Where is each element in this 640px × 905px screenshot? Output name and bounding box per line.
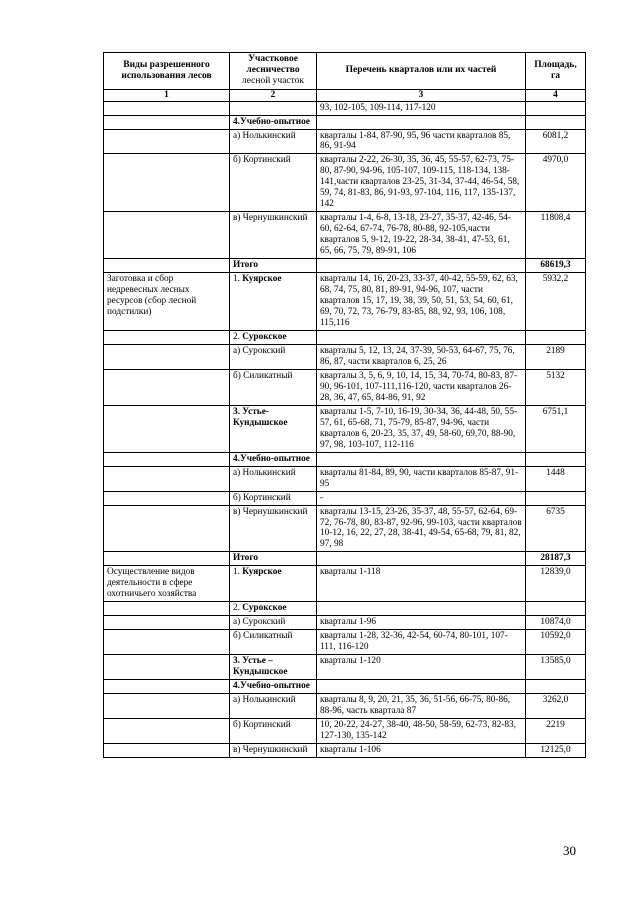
area-cell: 5932,2	[526, 273, 586, 331]
area-cell: 10592,0	[526, 630, 586, 655]
quarters-cell: -	[317, 491, 526, 505]
area-cell: 13585,0	[526, 655, 586, 680]
table-row	[104, 630, 586, 655]
table-row	[104, 273, 586, 331]
quarters-cell: кварталы 14, 16, 20-23, 33-37, 40-42, 55-59, 62, 63, 68, 74, 75, 80, 81, 89-91, 94-96, 107, части кварталов 15, 17, 19, 38, 39, 50, 51, 53, 54, 60, 61, 69, 70, 72, 73, 76-79, 83-85, 88, 92, 93, 106, 108, 115,116	[317, 273, 526, 331]
area-cell	[526, 680, 586, 694]
quarters-cell: кварталы 1-120	[317, 655, 526, 680]
area-cell: 3262,0	[526, 694, 586, 719]
column-number: 4	[526, 89, 586, 101]
area-cell	[526, 330, 586, 344]
quarters-cell: кварталы 81-84, 89, 90, части кварталов 85-87, 91-95	[317, 466, 526, 491]
land-use-cell	[104, 154, 230, 212]
district-cell: 4.Учебно-опытное	[230, 680, 317, 694]
district-cell: б) Кортинский	[230, 491, 317, 505]
quarters-cell	[317, 259, 526, 273]
area-cell: 1448	[526, 466, 586, 491]
quarters-cell: кварталы 2-22, 26-30, 35, 36, 45, 55-57, 62-73, 75-80, 87-90, 94-96, 105-107, 109-115, 118-134, 138-141,части кварталов 23-25, 31-34, 37-44, 46-54, 58, 59, 74, 81-83, 86, 91-93, 97-104, 116, 117, 135-137, 142	[317, 154, 526, 212]
district-cell: 2. Сурокское	[230, 602, 317, 616]
quarters-cell	[317, 602, 526, 616]
district-cell: 3. Устье – Кундышское	[230, 655, 317, 680]
column-number-row	[104, 89, 586, 101]
land-use-cell	[104, 369, 230, 405]
land-use-cell	[104, 655, 230, 680]
area-cell	[526, 602, 586, 616]
district-cell: б) Кортинский	[230, 154, 317, 212]
district-cell: а) Нолькинский	[230, 129, 317, 154]
table-row	[104, 566, 586, 602]
area-cell: 6081,2	[526, 129, 586, 154]
area-cell: 12839,0	[526, 566, 586, 602]
table-row	[104, 115, 586, 129]
area-cell: 5132	[526, 369, 586, 405]
total-row	[104, 259, 586, 273]
forest-use-table	[103, 52, 586, 758]
quarters-cell: кварталы 1-106	[317, 743, 526, 757]
district-cell: в) Чернушкинский	[230, 505, 317, 552]
land-use-cell	[104, 344, 230, 369]
total-row	[104, 552, 586, 566]
quarters-cell	[317, 680, 526, 694]
land-use-cell: Заготовка и сбор недревесных лесных ресурсов (сбор лесной подстилки)	[104, 273, 230, 331]
header-forestry-district: Участковое лесничество лесной участок	[230, 53, 317, 90]
table-row	[104, 719, 586, 744]
quarters-cell: кварталы 1-84, 87-90, 95, 96 части кварталов 85, 86, 91-94	[317, 129, 526, 154]
quarters-cell: кварталы 1-96	[317, 616, 526, 630]
area-cell: 2219	[526, 719, 586, 744]
quarters-cell: кварталы 3, 5, 6, 9, 10, 14, 15, 34, 70-74, 80-83, 87-90, 96-101, 107-111,116-120, части кварталов 26-28, 36, 47, 65, 84-86, 91, 92	[317, 369, 526, 405]
column-number: 1	[104, 89, 230, 101]
table-row	[104, 101, 586, 115]
land-use-cell	[104, 491, 230, 505]
district-cell	[230, 101, 317, 115]
land-use-cell	[104, 743, 230, 757]
district-cell: а) Сурокский	[230, 344, 317, 369]
district-cell: 1. Куярское	[230, 566, 317, 602]
quarters-cell	[317, 115, 526, 129]
page-number: 30	[563, 843, 576, 858]
quarters-cell: кварталы 1-4, 6-8, 13-18, 23-27, 35-37, 42-46, 54-60, 62-64, 67-74, 76-78, 80-88, 92-105,части кварталов 5, 9-12, 19-22, 28-34, 38-41, 47-53, 61, 65, 66, 75, 79, 89-91, 106	[317, 212, 526, 259]
table-row	[104, 655, 586, 680]
table-row	[104, 405, 586, 452]
district-cell: а) Нолькинский	[230, 694, 317, 719]
land-use-cell: Осуществление видов деятельности в сфере охотничьего хозяйства	[104, 566, 230, 602]
quarters-cell: 10, 20-22, 24-27, 38-40, 48-50, 58-59, 62-73, 82-83, 127-130, 135-142	[317, 719, 526, 744]
district-cell: в) Чернушкинский	[230, 743, 317, 757]
district-cell: 2. Сурокское	[230, 330, 317, 344]
district-cell: 3. Устье-Кундышское	[230, 405, 317, 452]
land-use-cell	[104, 616, 230, 630]
area-cell: 2189	[526, 344, 586, 369]
land-use-cell	[104, 405, 230, 452]
land-use-cell	[104, 330, 230, 344]
land-use-cell	[104, 129, 230, 154]
table-row	[104, 616, 586, 630]
land-use-cell	[104, 212, 230, 259]
table-row	[104, 154, 586, 212]
header-land-use-types: Виды разрешенного использования лесов	[104, 53, 230, 90]
total-label: Итого	[230, 259, 317, 273]
total-label: Итого	[230, 552, 317, 566]
table-row	[104, 466, 586, 491]
table-row	[104, 129, 586, 154]
area-cell	[526, 491, 586, 505]
district-cell: б) Силикатный	[230, 369, 317, 405]
area-cell: 4970,0	[526, 154, 586, 212]
column-number: 3	[317, 89, 526, 101]
table-header-row	[104, 53, 586, 90]
land-use-cell	[104, 466, 230, 491]
area-cell: 12125,0	[526, 743, 586, 757]
table-row	[104, 369, 586, 405]
table-row	[104, 344, 586, 369]
area-cell	[526, 452, 586, 466]
quarters-cell: кварталы 1-5, 7-10, 16-19, 30-34, 36, 44-48, 50, 55-57, 61, 65-68, 71, 75-79, 85-87, 94-96, части кварталов 6, 20-23, 35, 37, 49, 58-60, 69,70, 88-90, 97, 98, 103-107, 112-116	[317, 405, 526, 452]
header-area-ha: Площадь, га	[526, 53, 586, 90]
land-use-cell	[104, 694, 230, 719]
quarters-cell: кварталы 1-28, 32-36, 42-54, 60-74, 80-101, 107-111, 116-120	[317, 630, 526, 655]
quarters-cell	[317, 552, 526, 566]
area-cell: 6751,1	[526, 405, 586, 452]
district-cell: 4.Учебно-опытное	[230, 452, 317, 466]
district-cell: в) Чернушкинский	[230, 212, 317, 259]
district-cell: а) Сурокский	[230, 616, 317, 630]
area-cell	[526, 115, 586, 129]
area-cell: 6735	[526, 505, 586, 552]
table-row	[104, 694, 586, 719]
header-quarters-list: Перечень кварталов или их частей	[317, 53, 526, 90]
table-row	[104, 452, 586, 466]
land-use-cell	[104, 630, 230, 655]
area-cell: 11808,4	[526, 212, 586, 259]
table-row	[104, 212, 586, 259]
district-cell: а) Нолькинский	[230, 466, 317, 491]
land-use-cell	[104, 452, 230, 466]
land-use-cell	[104, 115, 230, 129]
quarters-cell: кварталы 1-118	[317, 566, 526, 602]
land-use-cell	[104, 602, 230, 616]
land-use-cell	[104, 259, 230, 273]
table-row	[104, 505, 586, 552]
area-cell	[526, 101, 586, 115]
quarters-cell	[317, 452, 526, 466]
column-number: 2	[230, 89, 317, 101]
table-row	[104, 491, 586, 505]
district-cell: 1. Куярское	[230, 273, 317, 331]
quarters-cell: кварталы 5, 12, 13, 24, 37-39, 50-53, 64-67, 75, 76, 86, 87, части кварталов 6, 25, 26	[317, 344, 526, 369]
table-row	[104, 330, 586, 344]
quarters-cell	[317, 330, 526, 344]
district-cell: б) Кортинский	[230, 719, 317, 744]
area-cell: 10874,0	[526, 616, 586, 630]
total-area: 68619,3	[526, 259, 586, 273]
table-row	[104, 602, 586, 616]
table-row	[104, 743, 586, 757]
land-use-cell	[104, 719, 230, 744]
quarters-cell: 93, 102-105, 109-114, 117-120	[317, 101, 526, 115]
total-area: 28187,3	[526, 552, 586, 566]
land-use-cell	[104, 552, 230, 566]
land-use-cell	[104, 680, 230, 694]
district-cell: б) Силикатный	[230, 630, 317, 655]
table-row	[104, 680, 586, 694]
quarters-cell: кварталы 13-15, 23-26, 35-37, 48, 55-57, 62-64, 69-72, 76-78, 80, 83-87, 92-96, 99-103, части кварталов 10-12, 16, 22, 27, 28, 38-41, 49-54, 65-68, 79, 81, 82, 97, 98	[317, 505, 526, 552]
land-use-cell	[104, 505, 230, 552]
quarters-cell: кварталы 8, 9, 20, 21, 35, 36, 51-56, 66-75, 80-86, 88-96, часть квартала 87	[317, 694, 526, 719]
district-cell: 4.Учебно-опытное	[230, 115, 317, 129]
land-use-cell	[104, 101, 230, 115]
